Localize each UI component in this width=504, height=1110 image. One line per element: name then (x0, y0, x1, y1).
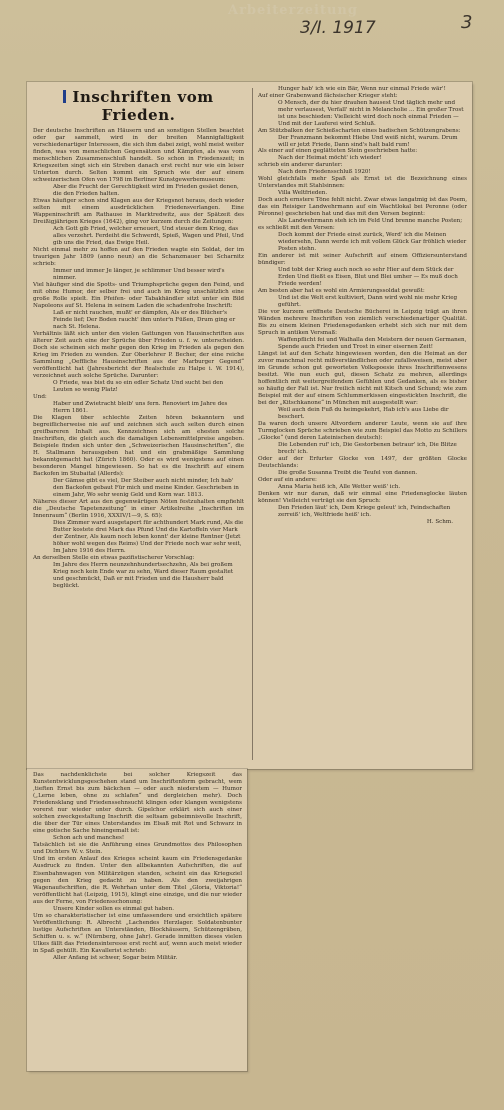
left-column (33, 88, 244, 764)
article-title: Inschriften vom Frieden. (33, 88, 244, 124)
verse-quote: Als Landwehrmann steh ich im Feld Und brenne manche Posten; (278, 218, 463, 225)
archive-stamp: Arbeiterzeitung (228, 3, 358, 18)
paragraph: Am besten aber hat es wohl ein Armierungssoldat gewußt: (258, 287, 425, 294)
paragraph: Wohl gleichfalls mehr Spaß als Ernst ist die Bezeichnung eines Unterstandes mit Stahlsinnen: (258, 176, 467, 190)
paragraph: Nicht einmal mehr zu hoffen auf den Frieden wagte ein Soldat, der im traurigen Jahr 1809 (anno neun) an die Schanzmauer bei Scharnitz schrieb: (33, 247, 244, 268)
clipping-bottom (27, 769, 247, 1071)
clipping-top (27, 82, 472, 769)
paragraph: Als einer auf einen geglätteten Stein geschrieben hatte: (258, 148, 418, 155)
verse-quote: Aller Anfang ist schwer, Sogar beim Militär. (53, 954, 178, 961)
verse-quote: Die Lebenden ruf' ich, Die Gestorbenen betraur' ich, Die Blitze brech' ich. (278, 442, 457, 456)
author-signature: H. Schm. (426, 518, 453, 525)
paragraph: Viel häufiger sind die Spotts- und Triumphsprüche gegen den Feind, und mit ohne Humor, der selber frei und auch im Krieg unschätzlich eine große Rolle spielt. Ein Pfeifen- oder Tabakhändler sitzt unter ein Bild Napoleons auf St. Helena in seinem Laden die schadenfrohe Inschrift: (33, 282, 244, 310)
paragraph: Auf einer Grabenwand fächsischer Krieger steht: (258, 92, 398, 99)
continued-column (33, 772, 242, 1068)
paragraph: Näheres dieser Art aus den gegenwärtigen Nöten festzuhalten empfiehlt die „Deutsche Tapetenzeitung“ in einer Artikelreihe „Inschriften im Innenraum“ (Berlin 1916, XXXIV/1—9, S. 65): (33, 499, 244, 520)
paragraph: Denken wir nur daran, daß wir einmal eine Friedensglocke läuten können! Vielleicht verträgt sie den Spruch: (258, 490, 467, 504)
handwritten-date: 3/I. 1917 (300, 18, 376, 38)
paragraph: Oder auf ein andere: (258, 476, 317, 483)
verse-quote: Und tobt der Krieg auch noch so sehr Hier auf dem Stück der Erden Und fließt es Eisen, Blut und Blei umher — Es muß doch Friede werden! (278, 267, 458, 288)
verse-quote: Ach Gott gib Fried, welcher erneuert, Und steuer dem Krieg, das alles verzehrt. Ferdeiht die Schwerdt, Spieß, Wagen und Pfeil, Und gib uns die Fried, das Ewige Heil. (53, 226, 244, 247)
handwritten-page-number: 3 (461, 12, 473, 33)
verse-quote: Haber und Zwietracht bleib' uns fern. Renoviert im Jahre des Herrn 1861. (53, 401, 228, 415)
verse-quote: Dies Zimmer ward ausgetapert für achthundert Mark rund, Als die Butter kostete drei Mark das Pfund Und die Kartoffeln vier Mark der Zentner, Als kaum noch leben konnt' der kleine Rentner (Jetzt höher wohl wegen des Reims) Und der Friede noch war sehr weit, Im Jahre 1916 des Herrn. (53, 520, 244, 554)
paragraph: Oder auf der Erfurter Glocke von 1497, der größten Glocke Deutschlands: (258, 455, 467, 470)
paragraph: Der deutsche Inschriften an Häusern und an sonstigen Stellen beachtet oder gar sammelt, wird in der breiten Mannigfaltigkeit verschiedenartiger Interessen, die sich ihm dabei zeigt, wohl meist weiter finden, was von menschlichen Gegensätzen und Kämpfen, als was vom menschlichen Zusammenschluß handelt. So schon in Friedenszeit; in Kriegszeiten singt sich ein Streben danach erst recht nur wie ein leiser Unterton durch. Selten kommt ein Spruch wie der auf einem schweizerischen Ofen von 1798 im Berliner Kunstgewerbemuseum: (33, 128, 244, 184)
column-divider (252, 88, 253, 760)
verse-quote: Den Frieden läut' ich, Dem Kriege geleut' ich, Feindschaften zerreiß' ich, Weltfriede heiß' ich. (278, 505, 451, 518)
verse-quote: O Mensch, der du hier drauhen hausest Und täglich mehr und mehr verlausest, Verfall' nicht in Melancholie ... Ein großer Trost ist uns beschieden: Vielleicht wird doch noch einmal Frieden — Und mit der Lauferei wird Schluß. (278, 99, 464, 127)
verse-quote: Nach dem Friedensschluß 1920! (278, 169, 371, 176)
verse-quote: Aber die Frucht der Gerechtigkeit wird im Frieden gesäet denen, die den Frieden halten. (53, 184, 239, 198)
verse-quote: Im Jahre des Herrn neunzehnhundertsechzehn, Als bei großem Krieg noch kein Ende war zu sehn, Ward dieser Raum gestaltet und geschmückt, Daß er mit Frieden und die Hausherr bald beglückt. (53, 561, 234, 589)
paragraph: Ein anderer ist mit seiner Aufschrift auf einem Offiziersunterstand bündiger: (258, 253, 467, 267)
verse-quote: Schon ach und manches! (53, 835, 125, 842)
paragraph: Doch auch ernstere Töne fehlt nicht. Zwar etwas langatmig ist das Poem, das ein Reisiger Landwehrmann auf ein Wachtlokal bei Peronne (oder Péronne) geschrieben hat und das mit den Versen beginnt: (258, 197, 467, 218)
paragraph: Etwas häufiger schon sind Klagen aus der Kriegsnot heraus, doch wieder selten mit einem ausdrücklichen Friedensverlangen. Eine Wappeninschrift am Rathause in Marktredwitz, aus der Spätzeit des Dreißigjährigen Krieges (1642), ging vor kurzem durch die Zeitungen: (33, 198, 244, 226)
verse-quote: Der Gämse gibt es viel, Der Steiber auch nicht minder, Ich hab' den Backofen gebaut Für mich und meine Kinder. Geschrieben in einem Jahr, Wo sehr wenig Geld und Korn war. 1813. (53, 478, 239, 499)
verse-quote: Laß er nicht rauchen, mußt' er dämpfen, Als er des Blücher's Feinde lief; Der Boden raucht' ihm unter'n Füßen, Drum ging er nach St. Helena. (53, 310, 236, 331)
paragraph: Und im ersten Anlauf des Krieges scheint kaum ein Friedensgedanke Ausdruck zu finden. Unter den allbekannten Aufschriften, die auf Eisenbahnwagen von Militärzügen standen, scheint ein das Kriegsziel gegen den Krieg gedacht zu haben. Als den zweijahrigen Wagenaufschriften, die R. Wehrhan unter dem Titel „Gloria, Viktoria!“ veröffentlicht hat (Leipzig, 1915), klingt eine einzige, und die nur wieder aus der Ferne, von Friedensschonung: (33, 856, 242, 905)
paragraph: Die vor kurzem eröffnete Deutsche Bücherei in Leipzig trägt an ihren Wänden mehrere Inschriften von ziemlich verschiedenartiger Qualität. Bis zu einem kleinen Friedensgedanken erhebt sich sich nur mit dem Spruch in antiken Versmaß: (258, 308, 467, 336)
paragraph: Das nachdenklichste bei solcher Kriegszeit das Kunstentwicklungsgeschehen stand um Inschriftenform gebracht, wem ,tieften Ernst bis zum bäckchen — oder auch niederstem — Humor („Lerne leben, ohne zu schlafen“ und dergleichen mehr). Doch Friedensklang und Friedenssehnsucht klingen oder klangen wenigstens vorerst nur wieder unter durch. Gipelchor erklärt sich auch einer solchen zweckgestaltung Inschrift die seltsam gebeimnisvolle Inschrift, die über der Tür eines Unterstandes im Elsaß mit Rot und Schwarz in eine gotische Sache hineingemalt ist: (33, 772, 242, 835)
paragraph: Da waren doch unsere Altvordern anderer Leute, wenn sie auf ihre Turmglocken Sprüche schrieben wie zum Beispiel das Motto zu Schillers „Glocke“ (und deren Lateinischen deutsch): (258, 421, 467, 442)
verse-quote: Und ist die Welt erst kultiviert, Dann wird wohl nie mehr Krieg geführt. (278, 295, 458, 308)
paragraph: Verhältnis läßt sich unter den vielen Gattungen von Hausinschriften aus älterer Zeit auch eine der Sprüche über Frieden u. f. w. unterscheiden. Doch sie scheinen sich mehr gegen den Krieg im Frieden als gegen den Krieg im Frieden zu wenden. Zur Oberlehrer P. Becher, der eine reiche Sammlung „Oeffliche Hausinschriften aus der Marburger Gegend“ veröffentlicht hat (Jahresbericht der Realschule zu Halpe i. W. 1914), verzeichnet auch solche Sprüche. Darunter: (33, 330, 244, 380)
paragraph: Um so charakteristischer ist eine umfassendere und ersichtlich spätere Veröffentlichung: R. Albrecht „Lachendes Herzlager. Soldatenbunter lustige Aufschriften an Unterständen, Blockhäusern, Schützengräben, Schiffen u. s. w.“ (Nürnberg, ohne Jahr). Gerade inmitten dieses vielen Ulkes fällt das Friedensinteresse erst recht auf, wenn auch meist wieder in Spaß gehüllt. Ein Kavallerist schrieb: (33, 912, 242, 954)
paragraph: An derselben Stelle ein etwas pazifistischerer Vorschlag: (33, 554, 195, 561)
paragraph: Und: (33, 394, 47, 401)
verse-quote: Hunger hab' ich wie ein Bär, Wenn nur einmal Friede wär'! (278, 86, 446, 92)
verse-quote: Der Franzmann bekommt Hiebe Und weiß nicht, warum. Drum will er jetzt Friede, Dann sind's halt bald rum! (278, 134, 458, 148)
verse-quote: Nach der Heimat möcht' ich wieder! (278, 155, 382, 162)
verse-quote: Waffenpflicht fei und Walhalla den Meistern der neuen Germanen, Spende auch Frieden und Trost in einer eisernen Zeit! (278, 337, 467, 350)
paragraph: Längst ist auf den Schatz hingewiesen worden, den die Heimat an der zuvor manchmal recht mißverständlichen oder zufallsweisen, meist aber im Grunde schon gut geworteten Volkspoesie ihres Inschriftenwesens besitzt. Wie nun euch gut, diesen Schatz zu mehren, allerdings hoffentlich mit weitergreifendem Gefühlen und Gedanken, als es bisher so häufig der Fall ist. Nur freilich nicht mit Kitsch und Schund; wie zum Beispiel mit der auf einem Schlummerkissen eingestickten Inschrift, die bei der „Kitschkanone“ in München mit ausgestellt war: (258, 350, 467, 407)
verse-quote: O Friede, was bist du so ein edler Schatz Und sucht bei den Leuten so wenig Platz! (53, 380, 224, 394)
paragraph: Tatsächlich ist sie die Anführung eines Grundmottos des Philosophen und Dichters W. v. Stein. (33, 842, 242, 856)
paragraph: Am Stützbalken der Schießscharten eines badischen Schützengrabens: (258, 127, 461, 134)
verse-quote: Unsere Kinder sollen es einmal gut haben. (53, 905, 174, 912)
verse-quote: Villa Weltfrieden. (278, 190, 328, 197)
verse-quote: Anna Maria heiß ich, Alle Wetter weiß' ich. (278, 484, 401, 491)
paragraph: Die Klagen über schlechte Zeiten hören bekanntern und begreiflicherweise nie auf und zeichnen sich auch selten durch einen greifbareren Inhalt aus. Kennzeichnen sich am ehesten solche Inschriften, die gleich auch die damaligen Lebensmittelpreise angeben. Beispiele finden sich unter den „Schweizerischen Hausinschriften“, die H. Stallmann herausgeben hat und ein grabmäßige Sammlung bekanntgemacht hat (Zürich 1860). Oder es wird wenigstens auf einen besonderen Mangel hingewiesen. So hat es die Inschrift auf einem Backofen im Stubaital (Allerds): (33, 414, 244, 478)
verse-quote: Immer und immer Je länger, je schlimmer Und besser wird's nimmer. (53, 268, 225, 282)
paragraph: es schließt mit den Versen: (258, 225, 335, 232)
verse-quote: Weil auch dein Fuß du heimgekehrt, Hab ich's aus Liebe dir beschert. (278, 407, 449, 421)
paragraph: schrieb ein anderer darunter: (258, 162, 343, 169)
right-column (258, 86, 467, 762)
verse-quote: Die große Susanna Treibt die Teufel von dannen. (278, 470, 418, 477)
verse-quote: Doch kommt der Friede einst zurück, Werd' ich die Meinen wiedersehn, Dann werde ich mit vollem Glück Gar fröhlich wieder Posten stehn. (278, 232, 467, 253)
